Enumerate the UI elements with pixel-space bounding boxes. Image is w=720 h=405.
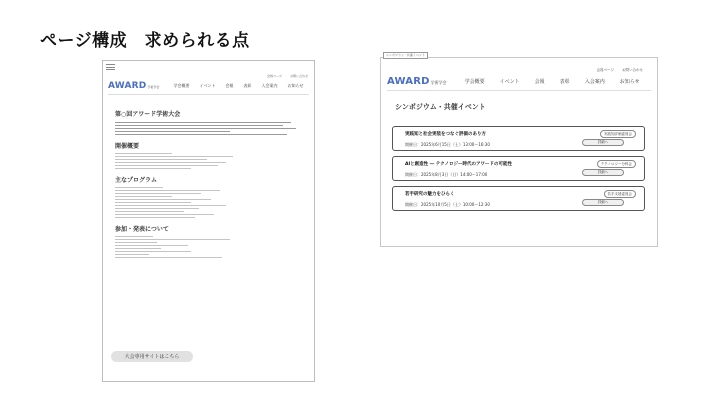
page-label-badge: シンポジウム・共催イベント (383, 52, 428, 59)
event-card[interactable] (392, 186, 645, 211)
event-date: 開催日：2025年8月3日（日）14:00〜17:00 (405, 172, 488, 177)
section-heading-overview: 開催概要 (115, 143, 140, 150)
event-details-button[interactable]: 詳細へ (582, 139, 624, 146)
event-details-button[interactable]: 詳細へ (582, 169, 624, 176)
contact-link[interactable]: お問い合わせ (289, 74, 308, 78)
logo-sub: 学術学会 (147, 85, 160, 89)
text-line (115, 217, 195, 218)
text-line (115, 205, 226, 206)
event-organizer-tag: テクノロジー分科会 (597, 160, 636, 168)
text-line (115, 202, 191, 203)
event-card[interactable] (392, 156, 645, 181)
text-line (115, 153, 172, 154)
nav-item-membership[interactable]: 入会案内 (261, 83, 278, 88)
text-line (115, 248, 161, 249)
contact-link[interactable]: お問い合わせ (622, 68, 643, 72)
text-line (115, 131, 230, 132)
nav-item-bulletin[interactable]: 会報 (225, 83, 234, 88)
text-line (115, 208, 199, 209)
site-logo[interactable] (108, 81, 159, 91)
member-page-link[interactable]: 会員ページ (267, 74, 282, 78)
header-divider (387, 90, 651, 91)
text-line (115, 214, 214, 215)
text-line (115, 245, 188, 246)
nav-item-membership[interactable]: 入会案内 (584, 79, 605, 85)
text-line (115, 196, 172, 197)
text-line (115, 242, 157, 243)
text-line (115, 254, 149, 255)
text-line (115, 162, 226, 163)
nav-item-awards[interactable]: 表彰 (243, 83, 252, 88)
text-line (115, 128, 296, 129)
nav-item-awards[interactable]: 表彰 (559, 79, 570, 85)
section-heading-program: 主なプログラム (115, 177, 157, 184)
event-title: AIと創造性 ― テクノロジー時代のアワードの可能性 (405, 162, 513, 167)
text-line (115, 156, 233, 157)
event-title: 実践知と社会実装をつなぐ評価のあり方 (405, 132, 486, 137)
right-page-mockup (380, 53, 658, 247)
member-page-link[interactable]: 会員ページ (596, 68, 614, 72)
global-nav (387, 76, 647, 87)
text-line (115, 236, 153, 237)
site-logo[interactable] (387, 76, 447, 87)
nav-item-events[interactable]: イベント (199, 83, 216, 88)
hamburger-menu-icon[interactable] (106, 64, 115, 70)
text-line (115, 239, 230, 240)
nav-item-news[interactable]: お知らせ (287, 83, 304, 88)
logo-sub: 学術学会 (430, 80, 447, 85)
conference-site-button[interactable]: 大会専用サイトはこちら (111, 351, 193, 362)
global-nav (108, 81, 310, 91)
logo-main: AWARD (387, 76, 430, 87)
event-list (392, 126, 645, 216)
event-organizer-tag: 若手支援委員会 (604, 190, 637, 198)
event-organizer-tag: 実践知評価委員会 (600, 130, 636, 138)
left-page-mockup (102, 60, 315, 382)
conference-title: 第○回アワード学術大会 (115, 111, 181, 118)
nav-item-bulletin[interactable]: 会報 (534, 79, 545, 85)
logo-main: AWARD (108, 81, 147, 91)
text-line (115, 211, 184, 212)
section-heading-participation: 参加・発表について (115, 226, 169, 233)
event-title: 若手研究の魅力をひらく (405, 192, 455, 197)
utility-links (597, 68, 643, 73)
text-line (115, 168, 191, 169)
text-line (115, 122, 291, 123)
event-card[interactable] (392, 126, 645, 151)
text-line (115, 125, 283, 126)
event-date: 開催日：2025年6月15日（土）13:00〜16:30 (405, 142, 490, 147)
nav-item-about[interactable]: 学会概要 (173, 83, 190, 88)
text-line (115, 257, 222, 258)
utility-links (267, 74, 308, 78)
text-line (115, 199, 211, 200)
text-line (115, 159, 207, 160)
text-line (115, 134, 287, 135)
text-line (115, 165, 218, 166)
event-date: 開催日：2025年10月5日（土）10:00〜12:30 (405, 202, 490, 207)
header-divider (108, 94, 309, 95)
text-line (115, 190, 220, 191)
text-line (115, 193, 201, 194)
event-details-button[interactable]: 詳細へ (582, 199, 624, 206)
text-line (115, 251, 191, 252)
nav-item-events[interactable]: イベント (499, 79, 520, 85)
nav-item-about[interactable]: 学会概要 (464, 79, 485, 85)
text-line (115, 187, 163, 188)
nav-item-news[interactable]: お知らせ (619, 79, 640, 85)
slide-title: ページ構成 求められる点 (40, 31, 250, 51)
section-title: シンポジウム・共催イベント (395, 103, 486, 111)
conference-content (115, 109, 306, 260)
